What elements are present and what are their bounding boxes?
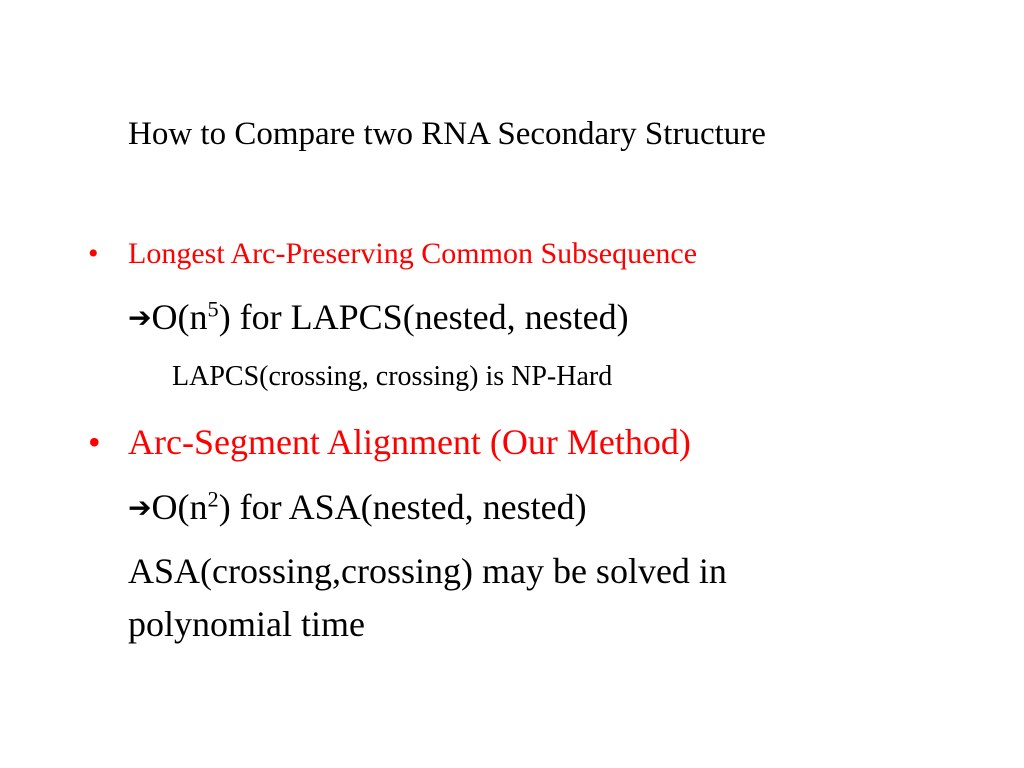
lapcs-complexity-line: [128, 293, 629, 342]
complexity-suffix: ) for LAPCS(nested, nested): [218, 297, 629, 337]
bullet-lapcs: Longest Arc-Preserving Common Subsequence: [128, 237, 698, 270]
bullet-marker: •: [88, 422, 101, 462]
asa-complexity-line: [128, 483, 587, 532]
complexity-suffix: ) for ASA(nested, nested): [218, 487, 587, 527]
complexity-prefix: O(n: [151, 487, 208, 527]
exponent: 5: [207, 296, 219, 322]
right-arrow-icon: ➔: [128, 300, 152, 334]
complexity-prefix: O(n: [151, 297, 208, 337]
bullet-asa: Arc-Segment Alignment (Our Method): [128, 422, 691, 462]
bullet-marker: •: [88, 237, 99, 270]
right-arrow-icon: ➔: [128, 490, 152, 524]
slide-title: How to Compare two RNA Secondary Structure: [128, 116, 766, 152]
exponent: 2: [207, 486, 219, 512]
asa-crossing-line-1: ASA(crossing,crossing) may be solved in: [128, 551, 727, 591]
asa-crossing-line-2: polynomial time: [128, 604, 365, 644]
lapcs-np-hard-line: LAPCS(crossing, crossing) is NP-Hard: [172, 361, 613, 392]
